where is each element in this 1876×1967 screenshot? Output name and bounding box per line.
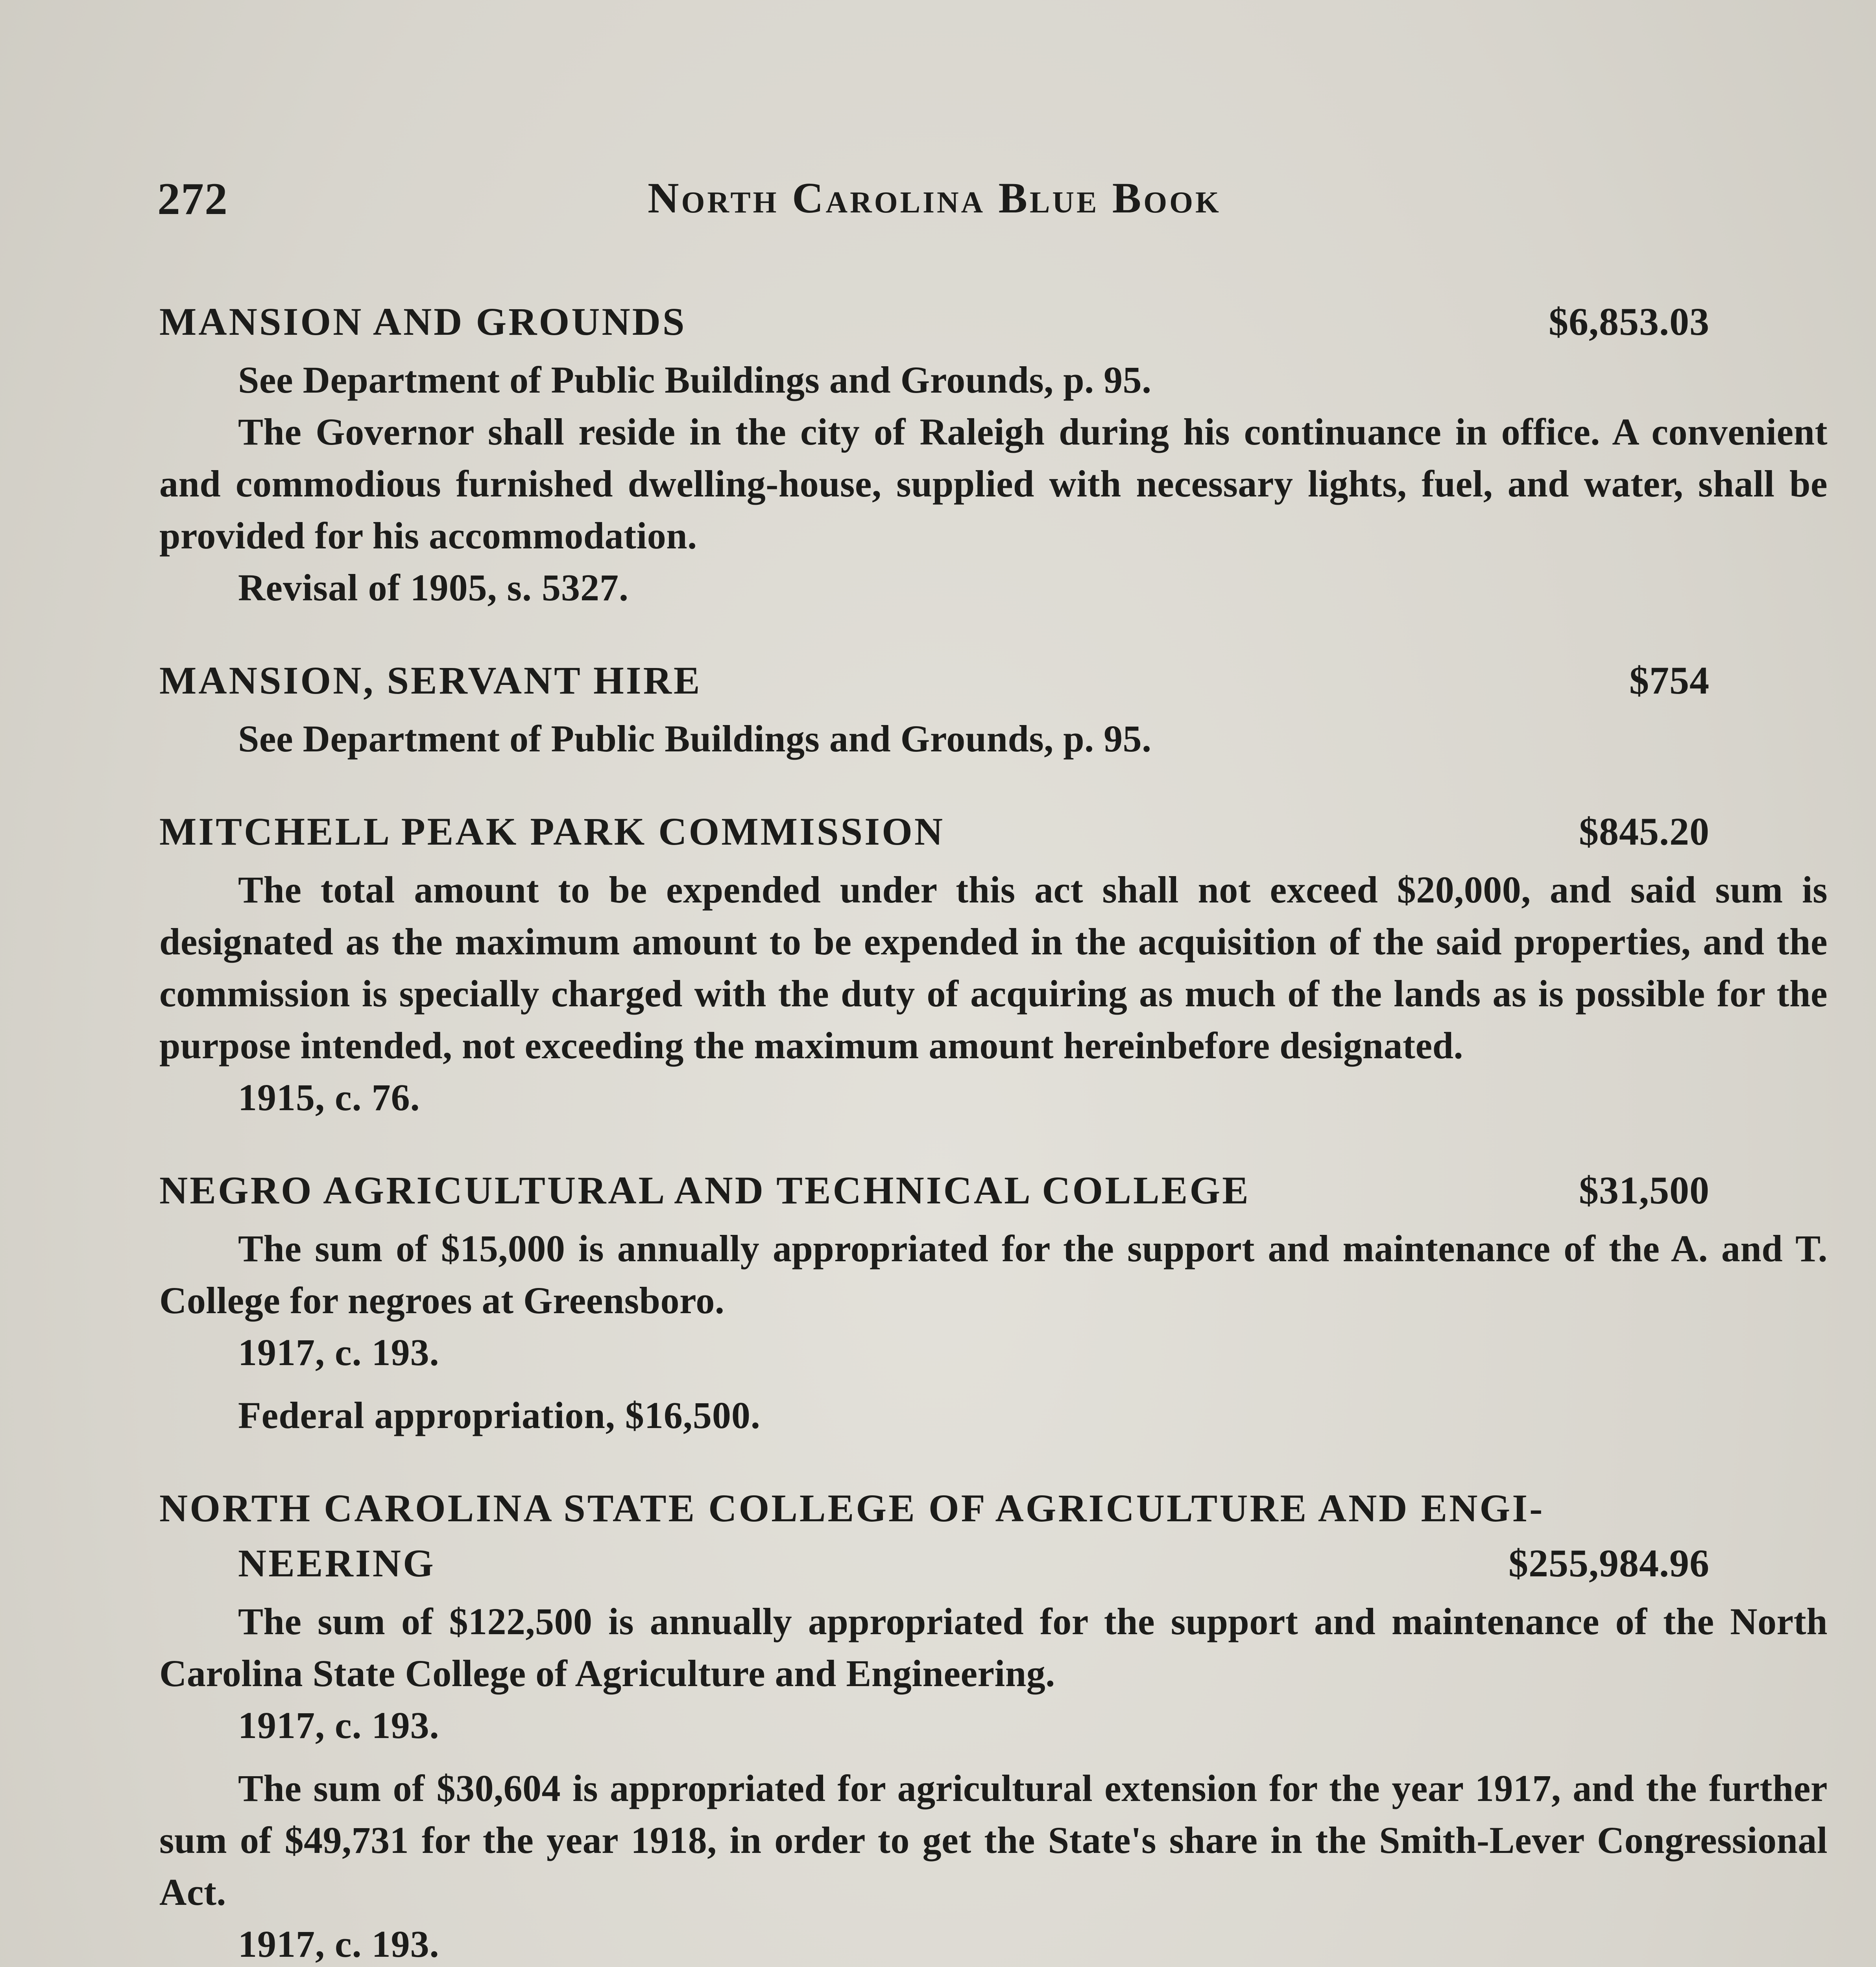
entry-title: NEGRO AGRICULTURAL AND TECHNICAL COLLEGE	[159, 1168, 1250, 1212]
entry-title: NORTH CAROLINA STATE COLLEGE OF AGRICULTURE AND ENGI-	[159, 1486, 1545, 1530]
entry-mitchell-peak-park-commission	[159, 809, 1828, 1124]
entry-title-continuation: NEERING	[238, 1541, 436, 1585]
entry-mansion-and-grounds	[159, 299, 1828, 614]
entry-nc-state-college	[159, 1485, 1828, 1967]
entry-title: MITCHELL PEAK PARK COMMISSION	[159, 810, 945, 853]
entry-negro-agricultural-technical-college	[159, 1168, 1828, 1441]
entry-amount: $845.20	[1579, 810, 1710, 853]
entry-heading	[159, 1485, 1828, 1541]
entry-citation: 1917, c. 193.	[238, 1331, 439, 1373]
entry-mansion-servant-hire	[159, 658, 1828, 765]
entry-extra-note: Federal appropriation, $16,500.	[238, 1394, 761, 1436]
page-content	[159, 299, 1828, 1967]
entry-heading	[159, 809, 1828, 864]
entry-title: MANSION AND GROUNDS	[159, 300, 687, 343]
page-header	[157, 173, 1712, 240]
entry-amount: $754	[1629, 659, 1710, 702]
entry-paragraph: The sum of $122,500 is annually appropriated for the support and maintenance of the North Carolina State College of Agriculture and Engineering.	[159, 1600, 1828, 1694]
entry-paragraph: The Governor shall reside in the city of Raleigh during his continuance in office. A convenient and commodious furnished dwelling-house, supplied with necessary lights, fuel, and water, shall be provided for his accommodation.	[159, 411, 1828, 557]
entry-heading-continuation	[159, 1541, 1828, 1596]
entry-amount: $31,500	[1579, 1168, 1710, 1212]
entry-paragraph: The sum of $30,604 is appropriated for agricultural extension for the year 1917, and the further sum of $49,731 for the year 1918, in order to get the State's share in the Smith-Lever Congressional Act.	[159, 1767, 1828, 1913]
entry-citation: 1917, c. 193.	[238, 1923, 439, 1965]
entry-citation: 1915, c. 76.	[238, 1076, 420, 1118]
entry-paragraph: See Department of Public Buildings and Grounds, p. 95.	[238, 359, 1152, 401]
entry-title: MANSION, SERVANT HIRE	[159, 659, 702, 702]
running-title: North Carolina Blue Book	[648, 174, 1221, 222]
entry-heading	[159, 658, 1828, 713]
entry-citation: 1917, c. 193.	[238, 1704, 439, 1746]
entry-paragraph: The sum of $15,000 is annually appropriated for the support and maintenance of the A. and T. College for negroes at Greensboro.	[159, 1227, 1828, 1321]
entry-amount: $255,984.96	[1509, 1541, 1710, 1585]
entry-amount: $6,853.03	[1549, 300, 1710, 343]
entry-citation: Revisal of 1905, s. 5327.	[238, 566, 629, 609]
page-number: 272	[157, 174, 228, 224]
entry-heading	[159, 1168, 1828, 1223]
entry-heading	[159, 299, 1828, 354]
entry-paragraph: See Department of Public Buildings and Grounds, p. 95.	[238, 718, 1152, 760]
entry-paragraph: The total amount to be expended under this act shall not exceed $20,000, and said sum is designated as the maximum amount to be expended in the acquisition of the said properties, and the commission is specially charged with the duty of acquiring as much of the lands as is possible for the purpose intended, not exceeding the maximum amount hereinbefore designated.	[159, 869, 1828, 1067]
